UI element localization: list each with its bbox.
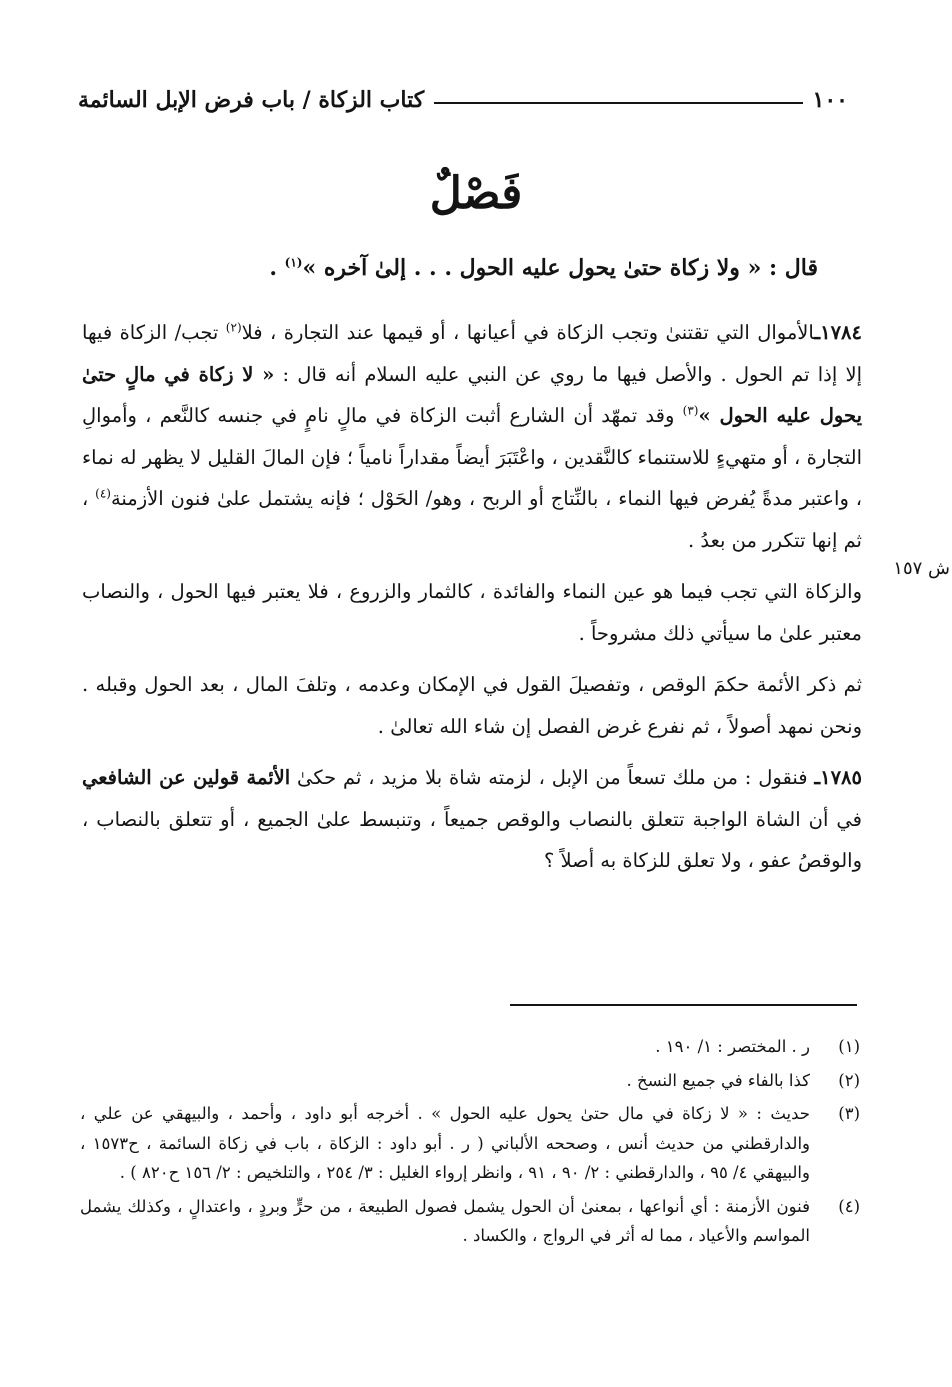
hadith-quote: « لا زكاة في مالٍ حتىٰ يحول عليه الحول » bbox=[82, 362, 862, 427]
paragraph-text: في أن الشاة الواجبة تتعلق بالنصاب والوقص جميعاً ، وتنبسط علىٰ الجميع ، أو تتعلق بالنصاب ، والوقصُ عفو ، ولا تعلق للزكاة به أصلاً ؟ bbox=[82, 807, 862, 872]
paragraph-waqs: ثم ذكر الأئمة حكمَ الوقص ، وتفصيلَ القول في الإمكان وعدمه ، وتلفَ المال ، بعد الحول وقبله . ونحن نمهد أصولاً ، ثم نفرع غرض الفصل إن شاء الله تعالىٰ . bbox=[82, 673, 862, 738]
quoted-heading bbox=[118, 248, 818, 288]
page-number: ١٠٠ bbox=[812, 87, 848, 113]
running-head bbox=[78, 82, 848, 118]
section-heading: فَصْلٌ bbox=[429, 168, 523, 219]
footnote-text: ر . المختصر : ١/ ١٩٠ . bbox=[655, 1037, 810, 1056]
footnotes bbox=[80, 1032, 860, 1255]
paragraph-text: تجب/ الزكاة فيها إلا إذا تم الحول . والأصل فيها ما روي عن النبي عليه السلام أنه قال : bbox=[82, 321, 863, 386]
footnote-ref-3: (٣) bbox=[682, 403, 699, 418]
paragraph-number: ١٧٨٤ـ bbox=[814, 321, 862, 344]
footnote-number: (١) bbox=[838, 1037, 860, 1056]
quoted-heading-end: . bbox=[269, 255, 285, 281]
paragraph-text: فنقول : من ملك تسعاً من الإبل ، لزمته شاة بلا مزيد ، ثم حكىٰ bbox=[290, 766, 815, 789]
footnote-text: كذا بالفاء في جميع النسخ . bbox=[626, 1070, 810, 1090]
footnote bbox=[80, 1192, 860, 1251]
paragraph-text: الأموال التي تقتنىٰ وتجب الزكاة في أعيانها ، أو قيمها عند التجارة ، فلا bbox=[241, 321, 815, 344]
footnote-rule bbox=[510, 1004, 857, 1006]
paragraph-text: ، ثم إنها تتكرر من بعدُ . bbox=[82, 487, 862, 552]
running-title: كتاب الزكاة / باب فرض الإبل السائمة bbox=[78, 87, 425, 113]
footnote-ref-2: (٢) bbox=[225, 320, 242, 335]
footnote-ref-1: (١) bbox=[284, 255, 303, 270]
paragraph-1785 bbox=[82, 757, 862, 882]
paragraph-text: وقد تمهّد أن الشارع أثبت الزكاة في مالٍ نامٍ في جنسه كالنَّعم ، وأموالِ التجارة ، أو متهيءٍ للاستنماء كالنَّقدين ، واعْتَبَرَ أيضاً مقداراً نامياً ؛ فإن المالَ القليل لا يظهر له نماء ، واعتبر مدةً يُفرض فيها النماء ، بالنِّتاج أو الربح ، وهو/ الحَوْل ؛ فإنه يشتمل علىٰ فنون الأزمنة bbox=[82, 404, 863, 510]
paragraph-zakat-growth: والزكاة التي تجب فيما هو عين النماء والفائدة ، كالثمار والزروع ، فلا يعتبر فيها الحول ، والنصاب معتبر علىٰ ما سيأتي ذلك مشروحاً . bbox=[82, 580, 862, 645]
footnote-number: (٣) bbox=[838, 1104, 860, 1123]
emphasized-text: الأئمة قولين عن الشافعي bbox=[82, 766, 291, 789]
footnote-text: حديث : « لا زكاة في مال حتىٰ يحول عليه الحول » . أخرجه أبو داود ، وأحمد ، والبيهقي عن علي ، والدارقطني من حديث أنس ، وصححه الألباني ( ر . أبو داود : الزكاة ، باب في زكاة السائمة ، ح١٥٧٣ ، والبيهقي ٤/ ٩٥ ، والدارقطني : ٢/ ٩٠ ، ٩١ ، وانظر إرواء الغليل : ٣/ ٢٥٤ ، والتلخيص : ٢/ ١٥٦ ح٨٢٠ ) . bbox=[80, 1104, 810, 1182]
quoted-heading-text: قال : « ولا زكاة حتىٰ يحول عليه الحول . . . إلىٰ آخره » bbox=[302, 255, 818, 281]
footnote bbox=[80, 1032, 860, 1062]
footnote-number: (٤) bbox=[838, 1196, 860, 1216]
header-rule bbox=[434, 102, 802, 104]
footnote-text: فنون الأزمنة : أي أنواعها ، بمعنىٰ أن الحول يشمل فصول الطبيعة ، من حرٍّ وبردٍ ، واعتدالٍ ، وكذلك يشمل المواسم والأعياد ، مما له أثر في الرواج ، والكساد . bbox=[80, 1196, 810, 1245]
footnote-number: (٢) bbox=[838, 1070, 860, 1090]
margin-note: ش ١٥٧ bbox=[893, 558, 950, 579]
footnote bbox=[80, 1099, 860, 1188]
paragraph-1784 bbox=[82, 312, 862, 561]
paragraph-number: ١٧٨٥ـ bbox=[814, 766, 862, 789]
main-text bbox=[82, 312, 862, 892]
footnote bbox=[80, 1066, 860, 1096]
footnote-ref-4: (٤) bbox=[95, 486, 111, 501]
